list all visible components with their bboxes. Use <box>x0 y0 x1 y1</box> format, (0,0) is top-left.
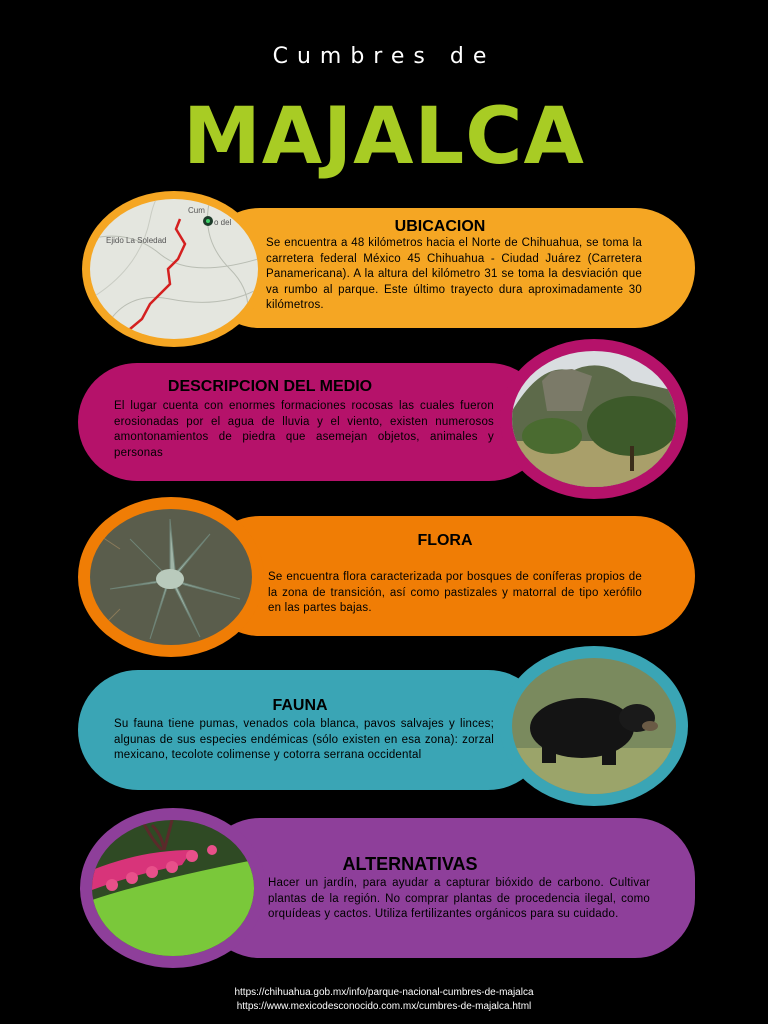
flora-circle <box>78 497 264 657</box>
alternativas-circle <box>80 808 266 968</box>
descripcion-circle <box>500 339 688 499</box>
map-label-3: Ejido La Soledad <box>106 236 167 245</box>
bear-photo <box>512 658 676 794</box>
ubicacion-heading: UBICACION <box>394 218 486 235</box>
fauna-circle <box>500 646 688 806</box>
sources <box>0 986 768 1014</box>
descripcion-heading: DESCRIPCION DEL MEDIO <box>167 378 373 395</box>
flora-heading: FLORA <box>417 532 473 549</box>
alternativas-text: Hacer un jardín, para ayudar a capturar bióxido de carbono. Cultivar plantas de la región. No comprar plantas de procedencia ilegal, como orquídeas y cactos. Utiliza fertilizantes orgánicos para su cuidado. <box>268 877 650 920</box>
flora-text: Se encuentra flora caracterizada por bosques de coníferas propios de la zona de transición, así como pastizales y matorral de tipo xerófilo en las partes bajas. <box>268 571 642 614</box>
garden-photo <box>92 820 254 956</box>
source-link-2[interactable]: https://www.mexicodesconocido.com.mx/cumbres-de-majalca.html <box>236 1001 532 1012</box>
agave-photo <box>90 509 252 645</box>
ubicacion-text: Se encuentra a 48 kilómetros hacia el Norte de Chihuahua, se toma la carretera federal México 45 Chihuahua - Ciudad Juárez (Carretera Panamericana). A la altura del kilómetro 31 se toma la desviación que va rumbo al parque. Este último trayecto dura aproximadamente 30 kilómetros. <box>266 237 642 311</box>
descripcion-text: El lugar cuenta con enormes formaciones rocosas las cuales fueron erosionadas por el agua de lluvia y el viento, existen numerosos amontonamientos de piedra que asemejan objetos, animales y personas <box>114 400 494 459</box>
alternativas-heading: ALTERNATIVAS <box>342 854 478 874</box>
map-image <box>90 199 258 339</box>
ubicacion-circle <box>82 191 266 347</box>
rock-formation-photo <box>512 351 676 487</box>
fauna-text: Su fauna tiene pumas, venados cola blanca, pavos salvajes y linces; algunas de sus especies endémicas (sólo existen en esa zona): zorzal mexicano, tecolote colimense y cotorra serrana occidental <box>114 718 494 761</box>
map-label-1: Cum <box>188 206 205 215</box>
page-title: MAJALCA <box>183 92 585 182</box>
source-link-1[interactable]: https://chihuahua.gob.mx/info/parque-nacional-cumbres-de-majalca <box>234 987 534 998</box>
map-label-2: o del <box>214 218 232 227</box>
subtitle: Cumbres de <box>272 44 496 69</box>
fauna-heading: FAUNA <box>272 697 328 714</box>
